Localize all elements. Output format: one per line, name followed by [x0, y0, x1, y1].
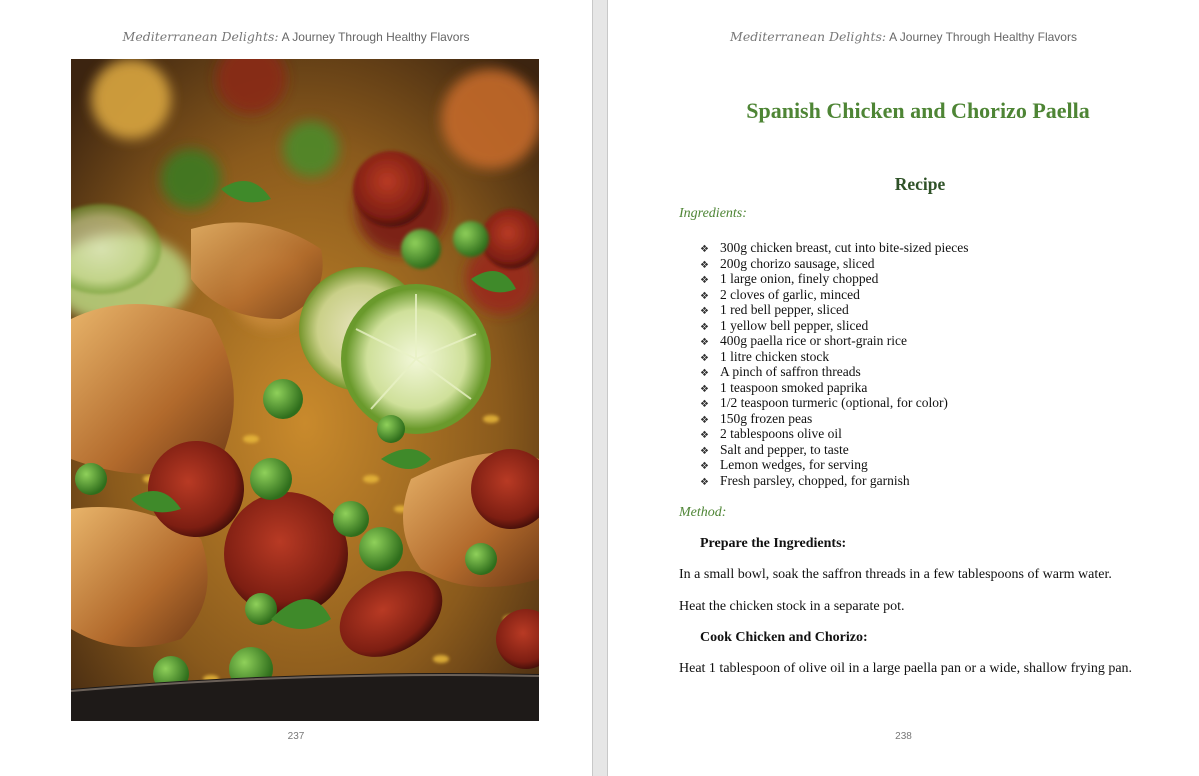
ingredient-text: 200g chorizo sausage, sliced [720, 255, 875, 271]
ingredient-text: Fresh parsley, chopped, for garnish [720, 472, 910, 488]
ingredients-label: Ingredients: [679, 206, 747, 221]
running-header [0, 29, 592, 45]
ingredient-text: 150g frozen peas [720, 410, 813, 426]
list-item [700, 240, 969, 256]
header-script-title: Mediterranean Delights: [122, 29, 279, 44]
method-paragraph: Heat the chicken stock in a separate pot. [679, 599, 905, 614]
list-item [700, 271, 969, 287]
ingredient-text: 1 large onion, finely chopped [720, 271, 879, 286]
ingredient-text: 2 tablespoons olive oil [720, 426, 842, 441]
list-item [700, 411, 969, 427]
ingredient-text: 2 cloves of garlic, minced [720, 286, 860, 302]
bullet-icon: ❖ [700, 399, 709, 410]
page-divider [592, 0, 593, 776]
right-page [608, 0, 1199, 776]
method-paragraph: In a small bowl, soak the saffron threads in a few tablespoons of warm water. [679, 567, 1112, 582]
ingredient-text: 1 litre chicken stock [720, 348, 830, 364]
list-item [700, 395, 969, 411]
list-item [700, 457, 969, 473]
method-paragraph: Heat 1 tablespoon of olive oil in a large paella pan or a wide, shallow frying pan. [679, 661, 1133, 676]
bullet-icon: ❖ [700, 383, 709, 395]
running-header [608, 29, 1199, 45]
section-heading-recipe: Recipe [894, 174, 946, 194]
bullet-icon: ❖ [700, 290, 709, 302]
ingredient-text: 1 yellow bell pepper, sliced [720, 317, 869, 333]
ingredient-text: 400g paella rice or short-grain rice [720, 333, 908, 348]
bullet-icon: ❖ [700, 321, 709, 333]
ingredient-text: Lemon wedges, for serving [720, 457, 868, 472]
ingredient-text: 1/2 teaspoon turmeric (optional, for color) [720, 395, 948, 410]
bullet-icon: ❖ [700, 259, 709, 271]
ingredient-text: A pinch of saffron threads [720, 364, 861, 379]
ingredient-text: 1 teaspoon smoked paprika [720, 379, 868, 395]
bullet-icon: ❖ [700, 461, 709, 472]
bullet-icon: ❖ [700, 337, 709, 348]
bullet-icon: ❖ [700, 244, 709, 255]
list-item [700, 333, 969, 349]
list-item [700, 380, 969, 396]
ingredient-list [700, 240, 969, 488]
ingredient-text: 1 red bell pepper, sliced [720, 302, 849, 317]
list-item [700, 442, 969, 458]
list-item [700, 287, 969, 303]
header-subtitle: A Journey Through Healthy Flavors [889, 30, 1077, 44]
list-item [700, 302, 969, 318]
step-heading-prepare: Prepare the Ingredients: [700, 536, 847, 551]
step-heading-cook: Cook Chicken and Chorizo: [700, 630, 868, 645]
bullet-icon: ❖ [700, 476, 709, 488]
bullet-icon: ❖ [700, 368, 709, 379]
left-page [0, 0, 592, 776]
list-item [700, 426, 969, 442]
ingredient-text: 300g chicken breast, cut into bite-sized pieces [720, 240, 969, 255]
bullet-icon: ❖ [700, 414, 709, 426]
page-number-left: 237 [287, 731, 305, 742]
list-item [700, 473, 969, 489]
list-item [700, 364, 969, 380]
bullet-icon: ❖ [700, 352, 709, 364]
paella-photo [71, 59, 539, 721]
header-subtitle: A Journey Through Healthy Flavors [281, 30, 470, 44]
header-script-title: Mediterranean Delights: [730, 29, 887, 44]
page-number-right: 238 [895, 731, 912, 742]
list-item [700, 349, 969, 365]
bullet-icon: ❖ [700, 445, 709, 457]
bullet-icon: ❖ [700, 306, 709, 317]
bullet-icon: ❖ [700, 430, 709, 441]
list-item [700, 256, 969, 272]
bullet-icon: ❖ [700, 275, 709, 286]
recipe-title: Spanish Chicken and Chorizo Paella [746, 98, 1090, 123]
list-item [700, 318, 969, 334]
ingredient-text: Salt and pepper, to taste [720, 441, 849, 457]
method-label: Method: [679, 505, 727, 520]
